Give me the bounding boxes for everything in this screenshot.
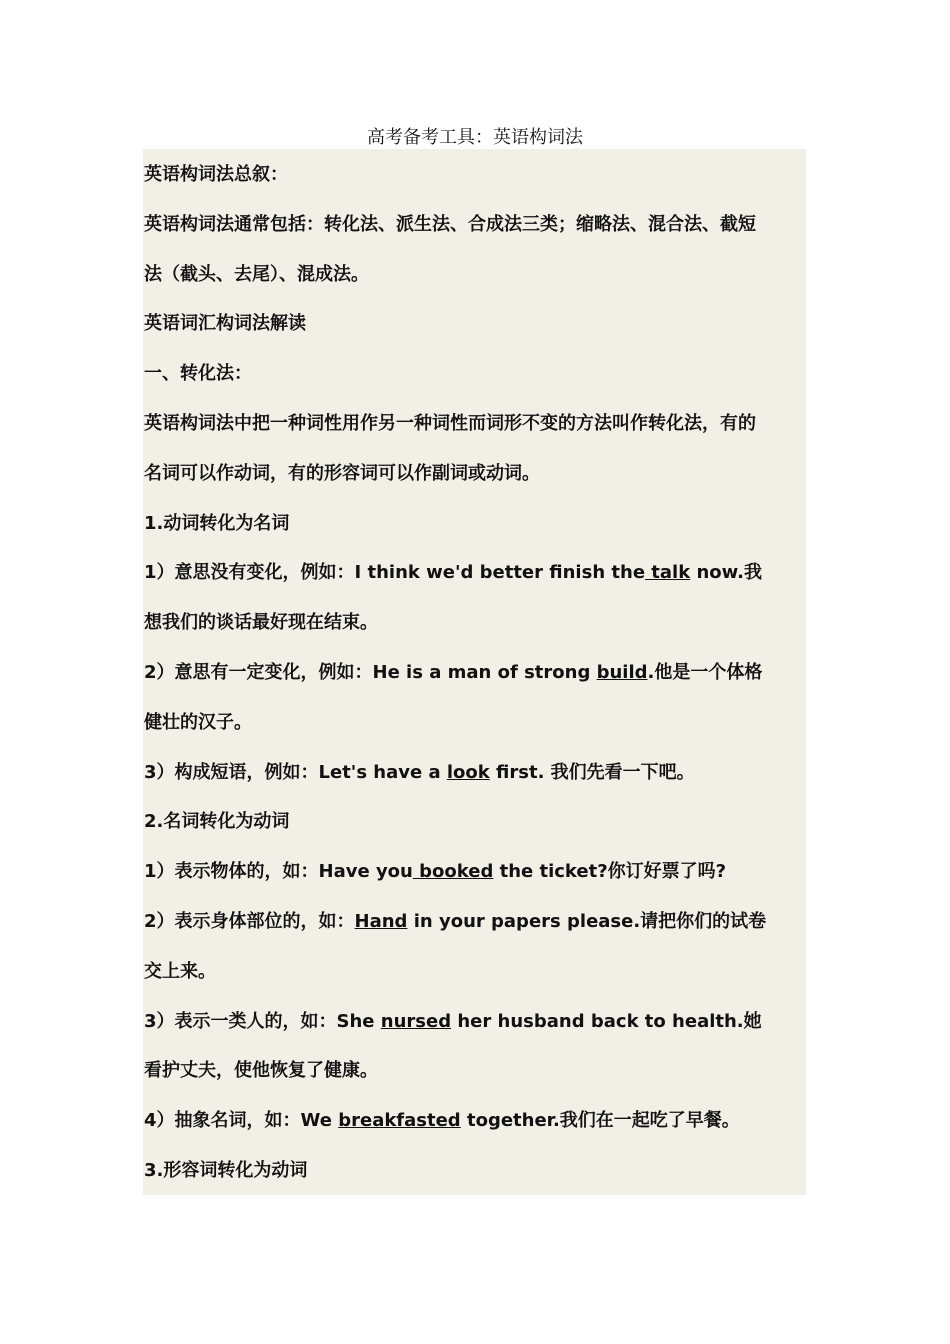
text-line <box>144 708 806 738</box>
text-line <box>144 558 806 588</box>
text-line <box>144 608 806 638</box>
text-line <box>144 359 806 389</box>
text-run: together.我们在一起吃了早餐。 <box>460 1110 740 1132</box>
text-run: 名词可以作动词，有的形容词可以作副词或动词。 <box>144 462 540 484</box>
text-line <box>144 658 806 688</box>
text-run: 2）表示身体部位的，如： <box>144 911 355 932</box>
text-run: 英语词汇构词法解读 <box>144 313 306 335</box>
text-line <box>144 1156 806 1186</box>
text-run: 1）意思没有变化，例如：I think we'd better finish the <box>144 562 646 584</box>
text-line <box>144 160 806 190</box>
text-line <box>144 907 806 937</box>
text-run: first. 我们先看一下吧。 <box>489 761 695 783</box>
text-run: 想我们的谈话最好现在结束。 <box>144 612 378 634</box>
text-run: 一、转化法： <box>144 363 252 385</box>
text-line <box>144 1106 806 1136</box>
underlined-term: build <box>596 662 648 683</box>
text-line <box>144 509 806 539</box>
underlined-term: breakfasted <box>338 1110 461 1132</box>
text-run: 1）表示物体的，如：Have you <box>144 861 413 883</box>
underlined-term: Hand <box>354 911 408 932</box>
text-run: 健壮的汉子。 <box>144 711 252 733</box>
text-run: 看护丈夫，使他恢复了健康。 <box>144 1060 378 1082</box>
text-line <box>144 857 806 887</box>
text-run: 3.形容词转化为动词 <box>144 1160 308 1181</box>
text-line <box>144 459 806 489</box>
text-run: her husband back to health.她 <box>451 1010 762 1032</box>
text-line <box>144 210 806 240</box>
underlined-term: nursed <box>380 1010 452 1032</box>
text-line <box>144 957 806 987</box>
text-run: the ticket?你订好票了吗? <box>493 861 727 883</box>
text-run: now.我 <box>690 562 762 584</box>
underlined-term: booked <box>412 861 494 883</box>
underlined-term: look <box>446 761 490 783</box>
text-line <box>144 807 806 837</box>
text-run: 1.动词转化为名词 <box>144 512 290 534</box>
text-line <box>144 758 806 788</box>
text-run: 法（截头、去尾）、混成法。 <box>144 263 369 285</box>
text-run: 英语构词法中把一种词性用作另一种词性而词形不变的方法叫作转化法，有的 <box>144 413 756 434</box>
text-line <box>144 1007 806 1037</box>
text-run: 3）构成短语，例如：Let's have a <box>144 761 447 783</box>
document-body <box>143 149 806 1195</box>
text-run: 3）表示一类人的，如：She <box>144 1010 381 1032</box>
text-line <box>144 1056 806 1086</box>
text-run: 4）抽象名词，如：We <box>144 1110 339 1132</box>
text-line <box>144 260 806 290</box>
underlined-term: talk <box>645 562 691 584</box>
text-line <box>144 309 806 339</box>
text-line <box>144 409 806 439</box>
text-run: 2）意思有一定变化，例如：He is a man of strong <box>144 662 597 683</box>
text-run: 2.名词转化为动词 <box>144 811 290 833</box>
text-run: 英语构词法总叙： <box>144 164 288 185</box>
page-title: 高考备考工具：英语构词法 <box>367 127 583 148</box>
text-run: .他是一个体格 <box>647 662 763 683</box>
text-run: 英语构词法通常包括：转化法、派生法、合成法三类；缩略法、混合法、截短 <box>144 213 756 235</box>
text-run: in your papers please.请把你们的试卷 <box>407 911 767 932</box>
text-run: 交上来。 <box>144 960 216 982</box>
